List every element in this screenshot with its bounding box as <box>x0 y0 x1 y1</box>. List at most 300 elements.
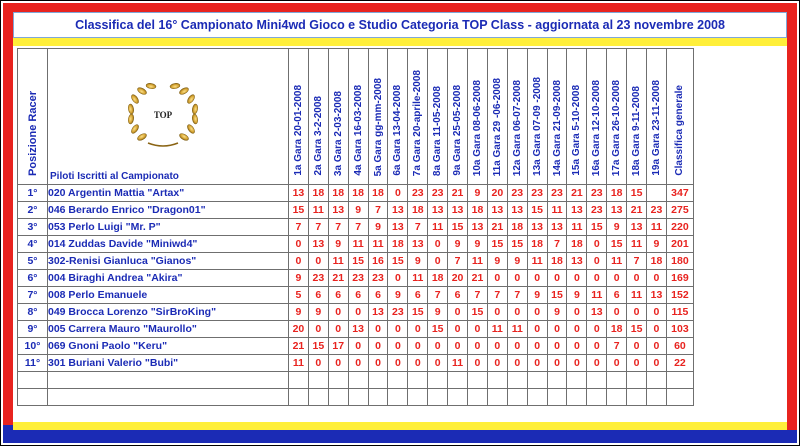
score-cell: 13 <box>328 202 348 219</box>
score-cell: 0 <box>428 338 448 355</box>
empty-cell <box>647 389 667 406</box>
score-cell: 0 <box>428 253 448 270</box>
score-cell: 15 <box>468 304 488 321</box>
position-cell: 10° <box>18 338 48 355</box>
race-header-label: 10a Gara 08-06-2008 <box>471 79 483 176</box>
score-cell: 13 <box>348 321 368 338</box>
score-cell: 0 <box>607 355 627 372</box>
score-cell: 0 <box>507 270 527 287</box>
score-cell: 9 <box>388 287 408 304</box>
empty-cell <box>607 389 627 406</box>
score-cell: 0 <box>368 321 388 338</box>
score-cell: 11 <box>567 219 587 236</box>
score-cell: 0 <box>388 355 408 372</box>
score-cell: 9 <box>527 287 547 304</box>
score-cell: 11 <box>448 355 468 372</box>
score-cell: 7 <box>487 287 507 304</box>
score-cell: 9 <box>487 253 507 270</box>
score-cell: 0 <box>348 304 368 321</box>
pilot-name-cell: 069 Gnoni Paolo "Keru" <box>48 338 289 355</box>
race-header-12 <box>507 49 527 185</box>
score-cell: 13 <box>607 202 627 219</box>
empty-cell <box>607 372 627 389</box>
score-cell: 7 <box>448 253 468 270</box>
table-row <box>18 338 694 355</box>
race-header-label: 7a Gara 20-aprile-2008 <box>412 69 424 176</box>
empty-cell <box>428 372 448 389</box>
score-cell: 18 <box>368 185 388 202</box>
score-cell: 11 <box>547 202 567 219</box>
score-cell: 15 <box>547 287 567 304</box>
position-cell: 3° <box>18 219 48 236</box>
empty-cell <box>18 372 48 389</box>
race-header-4 <box>348 49 368 185</box>
score-cell: 0 <box>507 338 527 355</box>
score-cell: 0 <box>647 355 667 372</box>
score-cell: 15 <box>627 321 647 338</box>
score-cell: 6 <box>448 287 468 304</box>
position-cell: 1° <box>18 185 48 202</box>
empty-cell <box>48 389 289 406</box>
score-cell: 0 <box>647 321 667 338</box>
pilot-name-cell: 053 Perlo Luigi "Mr. P" <box>48 219 289 236</box>
score-cell: 11 <box>328 253 348 270</box>
score-cell: 11 <box>428 219 448 236</box>
total-cell: 201 <box>666 236 693 253</box>
score-cell: 23 <box>368 270 388 287</box>
total-header <box>666 49 693 185</box>
score-cell: 13 <box>487 202 507 219</box>
total-cell: 220 <box>666 219 693 236</box>
score-cell: 0 <box>368 355 388 372</box>
pilot-name-cell: 301 Buriani Valerio "Bubi" <box>48 355 289 372</box>
score-cell: 13 <box>289 185 309 202</box>
score-cell: 13 <box>388 219 408 236</box>
score-cell: 0 <box>527 304 547 321</box>
empty-cell <box>647 372 667 389</box>
score-cell: 9 <box>348 202 368 219</box>
score-cell: 11 <box>587 287 607 304</box>
score-cell: 0 <box>647 270 667 287</box>
race-header-label: 14a Gara 21-09-2008 <box>551 79 563 176</box>
score-cell: 0 <box>647 338 667 355</box>
score-cell: 11 <box>647 219 667 236</box>
race-header-18 <box>627 49 647 185</box>
pilots-header <box>48 49 289 185</box>
score-cell: 21 <box>567 185 587 202</box>
empty-cell <box>547 389 567 406</box>
score-cell: 0 <box>408 355 428 372</box>
table-row <box>18 355 694 372</box>
race-header-label: 17a Gara 26-10-2008 <box>611 79 623 176</box>
score-cell: 23 <box>388 304 408 321</box>
score-cell: 13 <box>448 202 468 219</box>
empty-cell <box>507 372 527 389</box>
position-cell: 11° <box>18 355 48 372</box>
score-cell: 15 <box>607 236 627 253</box>
score-cell: 0 <box>607 304 627 321</box>
score-cell: 15 <box>428 321 448 338</box>
score-cell: 0 <box>567 321 587 338</box>
race-header-10 <box>468 49 488 185</box>
empty-cell <box>666 372 693 389</box>
score-cell: 0 <box>507 355 527 372</box>
score-cell: 0 <box>547 338 567 355</box>
empty-cell <box>507 389 527 406</box>
score-cell: 7 <box>468 287 488 304</box>
race-header-label: 16a Gara 12-10-2008 <box>591 79 603 176</box>
pilot-name-cell: 005 Carrera Mauro "Maurollo" <box>48 321 289 338</box>
score-cell: 18 <box>527 236 547 253</box>
score-cell: 0 <box>388 270 408 287</box>
score-cell: 11 <box>487 321 507 338</box>
empty-cell <box>328 389 348 406</box>
total-cell: 152 <box>666 287 693 304</box>
pilot-name-cell: 014 Zuddas Davide "Miniwd4" <box>48 236 289 253</box>
pilot-name-cell: 008 Perlo Emanuele <box>48 287 289 304</box>
score-cell: 6 <box>368 287 388 304</box>
score-cell: 23 <box>587 185 607 202</box>
score-cell: 0 <box>487 270 507 287</box>
race-header-6 <box>388 49 408 185</box>
empty-cell <box>468 372 488 389</box>
table-row <box>18 253 694 270</box>
race-header-label: 12a Gara 06-07-2008 <box>511 79 523 176</box>
logo-text: TOP <box>153 110 173 120</box>
empty-cell <box>308 389 328 406</box>
score-cell: 18 <box>348 185 368 202</box>
score-cell: 15 <box>448 219 468 236</box>
race-header-label: 13a Gara 07-09 -2008 <box>531 77 543 176</box>
position-header-label: Posizione Racer <box>26 91 39 176</box>
empty-cell <box>368 389 388 406</box>
empty-cell <box>48 372 289 389</box>
empty-cell <box>627 372 647 389</box>
race-header-9 <box>448 49 468 185</box>
score-cell: 21 <box>328 270 348 287</box>
score-cell: 0 <box>328 321 348 338</box>
score-cell: 21 <box>448 185 468 202</box>
race-header-label: 11a Gara 29 -06-2008 <box>491 77 503 176</box>
score-cell: 0 <box>627 270 647 287</box>
empty-cell <box>18 389 48 406</box>
empty-cell <box>527 372 547 389</box>
standings-table <box>17 48 694 406</box>
yellow-stripe-bottom <box>13 422 787 430</box>
total-cell: 275 <box>666 202 693 219</box>
score-cell: 11 <box>368 236 388 253</box>
pilot-name-cell: 004 Biraghi Andrea "Akira" <box>48 270 289 287</box>
empty-cell <box>627 389 647 406</box>
table-row <box>18 287 694 304</box>
race-header-13 <box>527 49 547 185</box>
score-cell: 18 <box>507 219 527 236</box>
pilot-name-cell: 049 Brocca Lorenzo "SirBroKing" <box>48 304 289 321</box>
score-cell: 0 <box>448 338 468 355</box>
empty-row <box>18 372 694 389</box>
table-row <box>18 202 694 219</box>
score-cell: 15 <box>527 202 547 219</box>
score-cell: 0 <box>348 355 368 372</box>
score-cell: 0 <box>627 304 647 321</box>
score-cell: 15 <box>289 202 309 219</box>
score-cell: 0 <box>308 253 328 270</box>
race-header-label: 3a Gara 2-03-2008 <box>332 90 344 176</box>
empty-cell <box>408 389 428 406</box>
score-cell: 7 <box>308 219 328 236</box>
score-cell: 0 <box>428 236 448 253</box>
score-cell: 21 <box>468 270 488 287</box>
race-header-8 <box>428 49 448 185</box>
empty-cell <box>348 372 368 389</box>
score-cell: 23 <box>647 202 667 219</box>
empty-cell <box>567 372 587 389</box>
score-cell: 0 <box>587 270 607 287</box>
score-cell: 7 <box>627 253 647 270</box>
total-cell: 60 <box>666 338 693 355</box>
empty-cell <box>468 389 488 406</box>
header-row <box>18 49 694 185</box>
score-cell: 9 <box>428 304 448 321</box>
race-header-14 <box>547 49 567 185</box>
score-cell: 15 <box>308 338 328 355</box>
score-cell: 20 <box>448 270 468 287</box>
empty-cell <box>388 372 408 389</box>
score-cell: 15 <box>487 236 507 253</box>
score-cell: 7 <box>507 287 527 304</box>
race-header-label: 1a Gara 20-01-2008 <box>292 85 304 176</box>
race-header-label: 2a Gara 3-2-2008 <box>312 96 324 176</box>
race-header-11 <box>487 49 507 185</box>
score-cell: 23 <box>507 185 527 202</box>
score-cell: 0 <box>308 321 328 338</box>
score-cell: 9 <box>289 304 309 321</box>
race-header-label: 6a Gara 13-04-2008 <box>392 85 404 176</box>
score-cell: 18 <box>308 185 328 202</box>
score-cell: 0 <box>507 304 527 321</box>
empty-cell <box>587 372 607 389</box>
pilots-header-label: Piloti Iscritti al Campionato <box>50 171 179 182</box>
score-cell: 0 <box>567 270 587 287</box>
score-cell: 15 <box>408 304 428 321</box>
race-header-label: 4a Gara 16-03-2008 <box>352 85 364 176</box>
race-header-3 <box>328 49 348 185</box>
score-cell: 23 <box>408 185 428 202</box>
score-cell: 21 <box>627 202 647 219</box>
race-header-7 <box>408 49 428 185</box>
pilot-name-cell: 046 Berardo Enrico "Dragon01" <box>48 202 289 219</box>
race-header-16 <box>587 49 607 185</box>
score-cell: 0 <box>388 321 408 338</box>
table-row <box>18 321 694 338</box>
race-header-15 <box>567 49 587 185</box>
table-row <box>18 219 694 236</box>
score-cell: 0 <box>289 236 309 253</box>
empty-cell <box>487 372 507 389</box>
score-cell: 0 <box>448 321 468 338</box>
race-header-5 <box>368 49 388 185</box>
score-cell: 11 <box>348 236 368 253</box>
race-header-label: 5a Gara gg-mm-2008 <box>372 77 384 176</box>
score-cell: 11 <box>607 253 627 270</box>
score-cell: 20 <box>289 321 309 338</box>
score-cell: 0 <box>587 253 607 270</box>
score-cell: 9 <box>607 219 627 236</box>
score-cell: 13 <box>408 236 428 253</box>
red-border-right <box>787 3 797 437</box>
score-cell: 9 <box>647 236 667 253</box>
score-cell: 0 <box>408 321 428 338</box>
score-cell: 0 <box>408 338 428 355</box>
total-cell: 22 <box>666 355 693 372</box>
score-cell: 0 <box>487 338 507 355</box>
score-cell: 0 <box>468 321 488 338</box>
score-cell: 13 <box>368 304 388 321</box>
table-row <box>18 270 694 287</box>
score-cell: 13 <box>567 202 587 219</box>
score-cell: 6 <box>607 287 627 304</box>
empty-cell <box>487 389 507 406</box>
position-cell: 8° <box>18 304 48 321</box>
pilot-name-cell: 020 Argentin Mattia "Artax" <box>48 185 289 202</box>
score-cell: 0 <box>308 355 328 372</box>
laurel-wreath-logo <box>118 79 208 151</box>
score-cell: 18 <box>607 321 627 338</box>
score-cell: 18 <box>468 202 488 219</box>
score-cell: 9 <box>368 219 388 236</box>
score-cell: 0 <box>368 338 388 355</box>
score-cell: 15 <box>627 185 647 202</box>
score-cell: 0 <box>627 338 647 355</box>
score-cell: 13 <box>507 202 527 219</box>
empty-cell <box>587 389 607 406</box>
table-row <box>18 185 694 202</box>
score-cell: 15 <box>507 236 527 253</box>
score-cell: 11 <box>308 202 328 219</box>
position-header <box>18 49 48 185</box>
score-cell: 7 <box>289 219 309 236</box>
total-cell: 103 <box>666 321 693 338</box>
score-cell: 18 <box>428 270 448 287</box>
total-cell: 180 <box>666 253 693 270</box>
score-cell: 23 <box>547 185 567 202</box>
score-cell: 11 <box>289 355 309 372</box>
score-cell: 0 <box>527 321 547 338</box>
empty-cell <box>388 389 408 406</box>
position-cell: 6° <box>18 270 48 287</box>
total-cell: 347 <box>666 185 693 202</box>
score-cell: 18 <box>647 253 667 270</box>
score-cell: 0 <box>487 304 507 321</box>
score-cell: 9 <box>547 304 567 321</box>
score-cell: 18 <box>328 185 348 202</box>
score-cell: 0 <box>388 185 408 202</box>
score-cell: 0 <box>587 338 607 355</box>
score-cell: 0 <box>487 355 507 372</box>
score-cell: 9 <box>408 253 428 270</box>
score-cell: 15 <box>348 253 368 270</box>
page-title: Classifica del 16° Campionato Mini4wd Gioco e Studio Categoria TOP Class - aggiornata al 23 novembre 2008 <box>75 18 725 32</box>
blue-border-bottom <box>3 430 797 443</box>
score-cell: 7 <box>408 219 428 236</box>
score-cell: 0 <box>448 304 468 321</box>
table-row <box>18 304 694 321</box>
empty-cell <box>428 389 448 406</box>
score-cell: 13 <box>587 304 607 321</box>
position-cell: 4° <box>18 236 48 253</box>
score-cell: 11 <box>468 253 488 270</box>
score-cell: 15 <box>388 253 408 270</box>
score-cell: 23 <box>587 202 607 219</box>
score-cell: 23 <box>428 185 448 202</box>
score-cell: 9 <box>507 253 527 270</box>
score-cell: 13 <box>627 219 647 236</box>
score-cell: 0 <box>547 321 567 338</box>
empty-cell <box>328 372 348 389</box>
score-cell: 6 <box>408 287 428 304</box>
score-cell: 6 <box>328 287 348 304</box>
score-cell: 7 <box>348 219 368 236</box>
empty-cell <box>348 389 368 406</box>
race-header-19 <box>647 49 667 185</box>
empty-cell <box>547 372 567 389</box>
score-cell: 13 <box>468 219 488 236</box>
score-cell: 20 <box>487 185 507 202</box>
score-cell: 9 <box>289 270 309 287</box>
score-cell: 17 <box>328 338 348 355</box>
empty-cell <box>408 372 428 389</box>
race-header-2 <box>308 49 328 185</box>
score-cell: 21 <box>487 219 507 236</box>
score-cell: 13 <box>388 202 408 219</box>
red-border-left <box>3 3 13 437</box>
score-cell: 0 <box>587 355 607 372</box>
score-cell: 11 <box>527 253 547 270</box>
score-cell: 0 <box>547 355 567 372</box>
score-cell: 18 <box>567 236 587 253</box>
score-cell: 0 <box>647 304 667 321</box>
score-cell: 7 <box>328 219 348 236</box>
score-cell: 18 <box>388 236 408 253</box>
score-cell: 23 <box>348 270 368 287</box>
score-cell: 11 <box>507 321 527 338</box>
score-cell: 0 <box>527 355 547 372</box>
score-cell: 13 <box>567 253 587 270</box>
race-header-label: 18a Gara 9-11-2008 <box>631 85 643 176</box>
score-cell: 16 <box>368 253 388 270</box>
score-cell: 7 <box>368 202 388 219</box>
empty-cell <box>308 372 328 389</box>
total-cell: 169 <box>666 270 693 287</box>
score-cell: 9 <box>328 236 348 253</box>
score-cell <box>647 185 667 202</box>
position-cell: 9° <box>18 321 48 338</box>
empty-row <box>18 389 694 406</box>
score-cell: 23 <box>308 270 328 287</box>
score-cell: 0 <box>607 270 627 287</box>
empty-cell <box>666 389 693 406</box>
empty-cell <box>567 389 587 406</box>
score-cell: 5 <box>289 287 309 304</box>
score-cell: 7 <box>607 338 627 355</box>
score-cell: 13 <box>647 287 667 304</box>
race-header-label: 9a Gara 25-05-2008 <box>452 85 464 176</box>
score-cell: 7 <box>428 287 448 304</box>
score-cell: 13 <box>527 219 547 236</box>
score-cell: 9 <box>308 304 328 321</box>
score-cell: 0 <box>567 355 587 372</box>
score-cell: 0 <box>627 355 647 372</box>
